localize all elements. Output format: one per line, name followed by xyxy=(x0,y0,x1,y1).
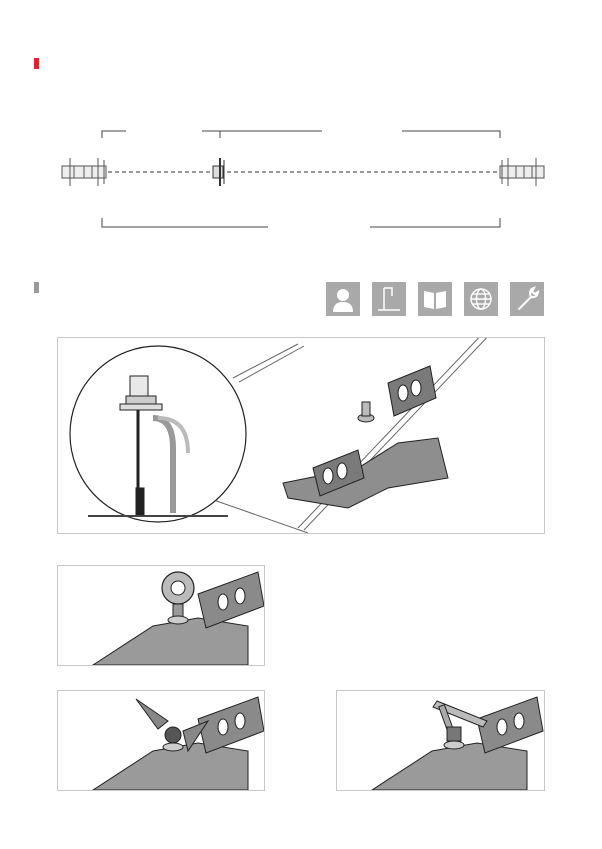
red-section-marker xyxy=(34,58,39,69)
lock-fastener-figure xyxy=(57,565,265,666)
person-icon xyxy=(326,282,360,316)
wing-nut-figure xyxy=(57,690,265,791)
bottom-dimension-brackets xyxy=(102,218,500,227)
top-dimension-brackets xyxy=(102,131,500,138)
grey-section-marker xyxy=(34,282,39,293)
left-end-anchor xyxy=(62,158,106,186)
globe-icon xyxy=(464,282,498,316)
intermediate-anchor xyxy=(213,158,224,186)
wrench-icon xyxy=(510,282,544,316)
tommy-bar-figure xyxy=(336,690,545,791)
anchor-line-diagram xyxy=(50,120,560,240)
right-end-anchor xyxy=(500,158,544,186)
clamp-detail-figure xyxy=(57,337,545,534)
book-icon xyxy=(418,282,452,316)
post-icon xyxy=(372,282,406,316)
